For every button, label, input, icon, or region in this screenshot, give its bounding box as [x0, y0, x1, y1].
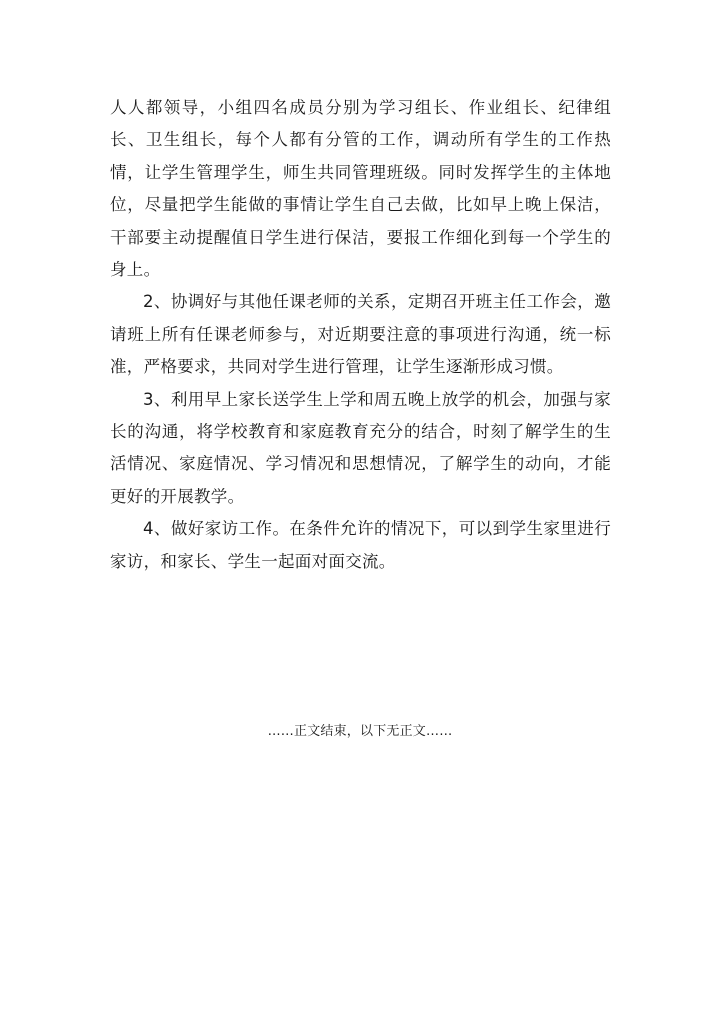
paragraph-1: 人人都领导，小组四名成员分别为学习组长、作业组长、纪律组长、卫生组长，每个人都有分管的工作，调动所有学生的工作热情，让学生管理学生，师生共同管理班级。同时发挥学生的主体地位，尽量把学生能做的事情让学生自己去做，比如早上晚上保洁，干部要主动提醒值日学生进行保洁，要报工作细化到每一个学生的身上。	[110, 98, 611, 280]
paragraph-2: 2、协调好与其他任课老师的关系，定期召开班主任工作会，邀请班上所有任课老师参与，对近期要注意的事项进行沟通，统一标准，严格要求，共同对学生进行管理，让学生逐渐形成习惯。	[110, 292, 611, 377]
paragraph-4: 4、做好家访工作。在条件允许的情况下，可以到学生家里进行家访，和家长、学生一起面对面交流。	[110, 519, 611, 571]
paragraph-3: 3、利用早上家长送学生上学和周五晚上放学的机会，加强与家长的沟通，将学校教育和家庭教育充分的结合，时刻了解学生的生活情况、家庭情况、学习情况和思想情况，了解学生的动向，才能更好的开展教学。	[110, 389, 611, 506]
document-body	[110, 92, 611, 578]
end-of-text-note: ……正文结束，以下无正文……	[267, 724, 453, 739]
